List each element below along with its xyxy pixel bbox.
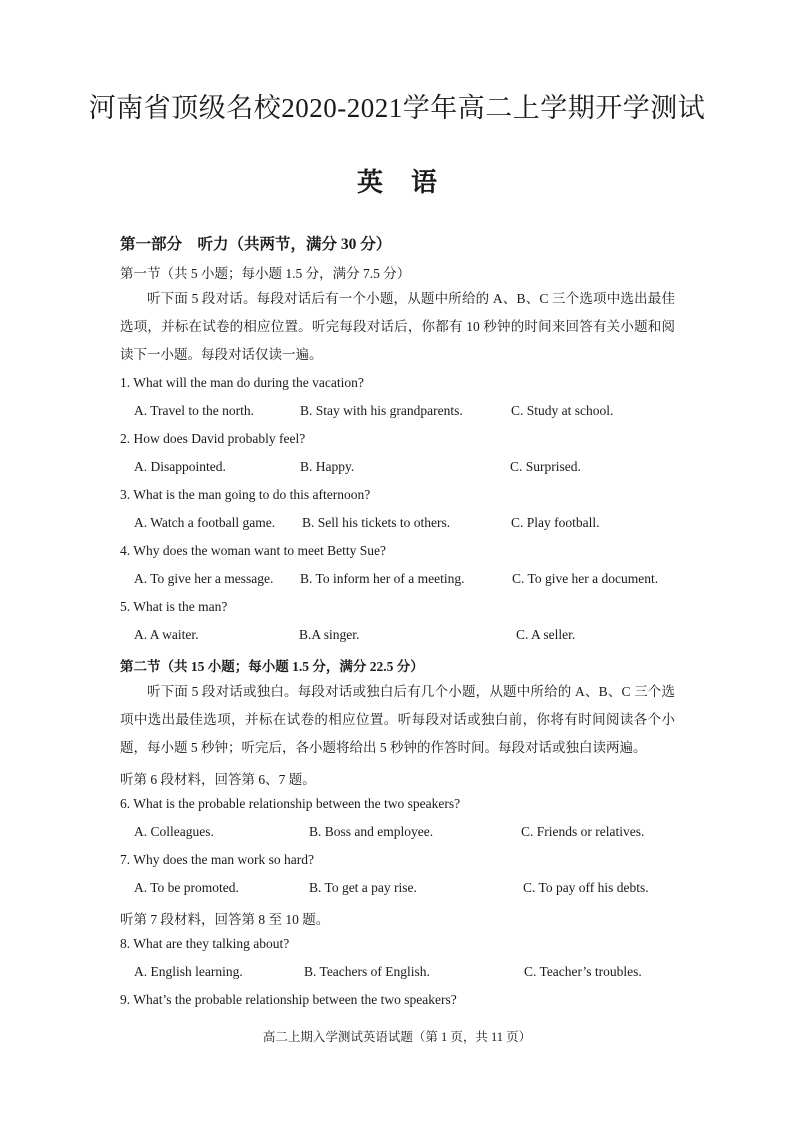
question-1-option-c: C. Study at school.	[511, 403, 614, 418]
section1-instructions: 听下面 5 段对话。每段对话后有一个小题，从题中所给的 A、B、C 三个选项中选出最佳选项，并标在试卷的相应位置。听完每段对话后，你都有 10 秒钟的时间来回答有关小题和阅读下一小题。每段对话仅读一遍。	[120, 291, 675, 362]
section1-heading: 第一节（共 5 小题；每小题 1.5 分，满分 7.5 分）	[120, 266, 411, 281]
question-1-option-b: B. Stay with his grandparents.	[300, 403, 463, 418]
question-6-option-b: B. Boss and employee.	[309, 824, 434, 839]
part1-heading: 第一部分 听力（共两节，满分 30 分）	[120, 236, 392, 253]
question-5: 5. What is the man?	[120, 599, 228, 614]
question-2: 2. How does David probably feel?	[120, 431, 306, 446]
question-7-option-b: B. To get a pay rise.	[309, 880, 417, 895]
question-6-option-a: A. Colleagues.	[134, 824, 214, 839]
question-8: 8. What are they talking about?	[120, 936, 290, 951]
document-title: 河南省顶级名校2020-2021学年高二上学期开学测试	[88, 93, 706, 123]
question-7: 7. Why does the man work so hard?	[120, 852, 314, 867]
question-1: 1. What will the man do during the vacation?	[120, 375, 364, 390]
question-7-option-a: A. To be promoted.	[134, 880, 239, 895]
question-3-option-b: B. Sell his tickets to others.	[302, 515, 451, 530]
question-2-option-a: A. Disappointed.	[134, 459, 226, 474]
question-8-option-c: C. Teacher’s troubles.	[524, 964, 642, 979]
question-9: 9. What’s the probable relationship between the two speakers?	[120, 992, 457, 1007]
question-3-option-c: C. Play football.	[511, 515, 600, 530]
question-5-option-a: A. A waiter.	[134, 627, 199, 642]
question-1-option-a: A. Travel to the north.	[134, 403, 254, 418]
question-6: 6. What is the probable relationship between the two speakers?	[120, 796, 461, 811]
question-8-option-a: A. English learning.	[134, 964, 243, 979]
question-4-option-a: A. To give her a message.	[134, 571, 274, 586]
question-8-option-b: B. Teachers of English.	[304, 964, 430, 979]
question-2-option-c: C. Surprised.	[510, 459, 581, 474]
question-5-option-c: C. A seller.	[516, 627, 576, 642]
question-3-option-a: A. Watch a football game.	[134, 515, 276, 530]
subject-title: 英语	[356, 168, 465, 197]
page-footer: 高二上期入学测试英语试题（第 1 页，共 11 页）	[262, 1030, 532, 1044]
question-4-option-c: C. To give her a document.	[512, 571, 659, 586]
question-5-option-b: B.A singer.	[299, 627, 360, 642]
note-passage-7: 听第 7 段材料，回答第 8 至 10 题。	[120, 912, 330, 927]
section2-instructions: 听下面 5 段对话或独白。每段对话或独白后有几个小题，从题中所给的 A、B、C 三个选项中选出最佳选项，并标在试卷的相应位置。听每段对话或独白前，你将有时间阅读各个小题，每小题 5 秒钟；听完后，各小题将给出 5 秒钟的作答时间。每段对话或独白读两遍。	[120, 684, 675, 755]
section2-heading: 第二节（共 15 小题；每小题 1.5 分，满分 22.5 分）	[120, 659, 424, 674]
question-4: 4. Why does the woman want to meet Betty Sue?	[120, 543, 386, 558]
question-6-option-c: C. Friends or relatives.	[521, 824, 645, 839]
note-passage-6: 听第 6 段材料，回答第 6、7 题。	[120, 772, 316, 787]
question-7-option-c: C. To pay off his debts.	[523, 880, 649, 895]
question-2-option-b: B. Happy.	[300, 459, 355, 474]
question-4-option-b: B. To inform her of a meeting.	[300, 571, 465, 586]
question-3: 3. What is the man going to do this afternoon?	[120, 487, 371, 502]
